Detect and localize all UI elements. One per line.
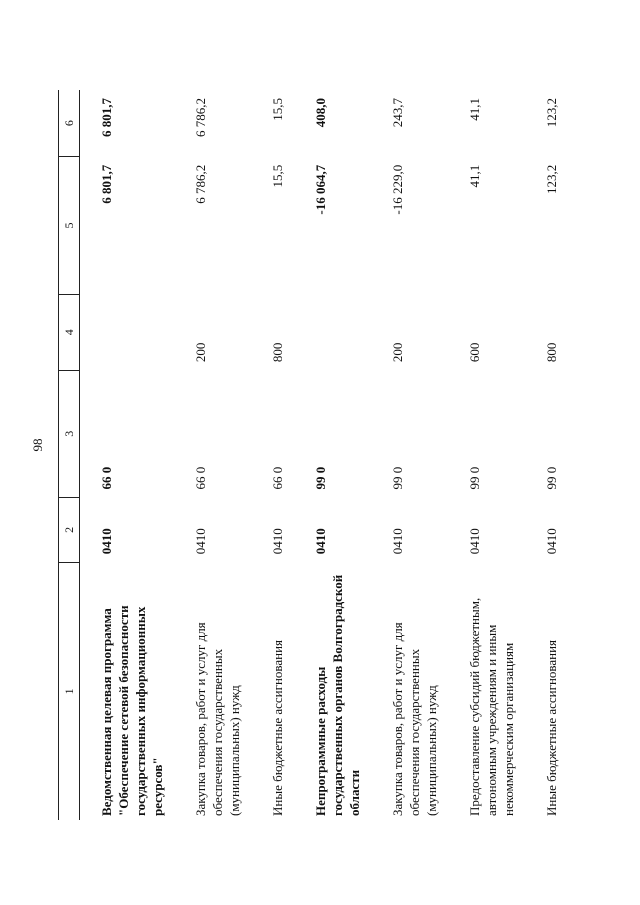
table-cell-c5: 15,5 (270, 164, 285, 188)
table-cell-c2: 0410 (390, 528, 405, 555)
table-cell-c5: -16 229,0 (390, 164, 405, 215)
table-cell-c6: 6 786,2 (193, 98, 208, 137)
table-cell-c1: Непрограммные расходы государственных органов Волгоградской области (313, 574, 362, 816)
table-cell-c2: 0410 (99, 528, 114, 555)
table-cell-c5: 123,2 (544, 164, 559, 195)
table-cell-c1: Закупка товаров, работ и услуг для обеспечения государственных (муниципальных) нужд (390, 622, 439, 816)
table-cell-c6: 6 801,7 (99, 98, 114, 137)
table-cell-c5: 6 786,2 (193, 164, 208, 204)
column-header: 4 (59, 294, 80, 370)
table-row (294, 90, 371, 820)
table-cell-c4: 200 (390, 342, 405, 363)
table-row (174, 90, 251, 820)
table-cell-c4: 600 (467, 342, 482, 363)
table-cell-c2: 0410 (193, 528, 208, 555)
table-row (80, 90, 175, 820)
table-cell-c3: 99 0 (390, 466, 405, 490)
header-row (59, 90, 80, 820)
table-row (448, 90, 525, 820)
table-cell-c1: Иные бюджетные ассигнования (544, 639, 559, 816)
table-cell-c3: 66 0 (99, 466, 114, 490)
table-cell-c5: -16 064,7 (313, 164, 328, 215)
table-cell-c1: Иные бюджетные ассигнования (270, 639, 285, 816)
column-header: 1 (59, 562, 80, 820)
table-cell-c2: 0410 (270, 528, 285, 555)
column-header: 6 (59, 90, 80, 157)
table-cell-c6: 41,1 (467, 98, 482, 121)
table-cell-c2: 0410 (544, 528, 559, 555)
table-cell-c6: 15,5 (270, 98, 285, 121)
table-cell-c4: 800 (544, 342, 559, 363)
table-row (251, 90, 294, 820)
table-cell-c4: 800 (270, 342, 285, 363)
table-cell-c6: 243,7 (390, 98, 405, 128)
table-cell-c3: 99 0 (467, 466, 482, 490)
column-header: 3 (59, 370, 80, 497)
table-cell-c4: 200 (193, 342, 208, 363)
table-cell-c5: 6 801,7 (99, 164, 114, 204)
table-cell-c1: Предоставление субсидий бюджетным, автономным учреждениям и иным некоммерческим организациям (467, 597, 516, 816)
table-cell-c4 (80, 294, 175, 370)
budget-table (58, 90, 568, 820)
table-row (371, 90, 448, 820)
table-cell-c3: 66 0 (193, 466, 208, 490)
page-number: 98 (30, 438, 45, 452)
table-cell-c6: 408,0 (313, 98, 328, 128)
column-header: 2 (59, 497, 80, 562)
table-cell-c2: 0410 (467, 528, 482, 555)
table-cell-c6: 123,2 (544, 98, 559, 128)
table-cell-c3: 66 0 (270, 466, 285, 490)
table-cell-c4 (294, 294, 371, 370)
table-cell-c1: Закупка товаров, работ и услуг для обеспечения государственных (муниципальных) нужд (193, 622, 242, 816)
table-cell-c1: Ведомственная целевая программа "Обеспечение сетевой безопасности государственных информационных ресурсов" (99, 605, 165, 816)
table-cell-c3: 99 0 (544, 466, 559, 490)
table-cell-c3: 99 0 (313, 466, 328, 490)
column-header: 5 (59, 157, 80, 295)
table-cell-c2: 0410 (313, 528, 328, 555)
table-cell-c5: 41,1 (467, 164, 482, 188)
table-row (525, 90, 568, 820)
